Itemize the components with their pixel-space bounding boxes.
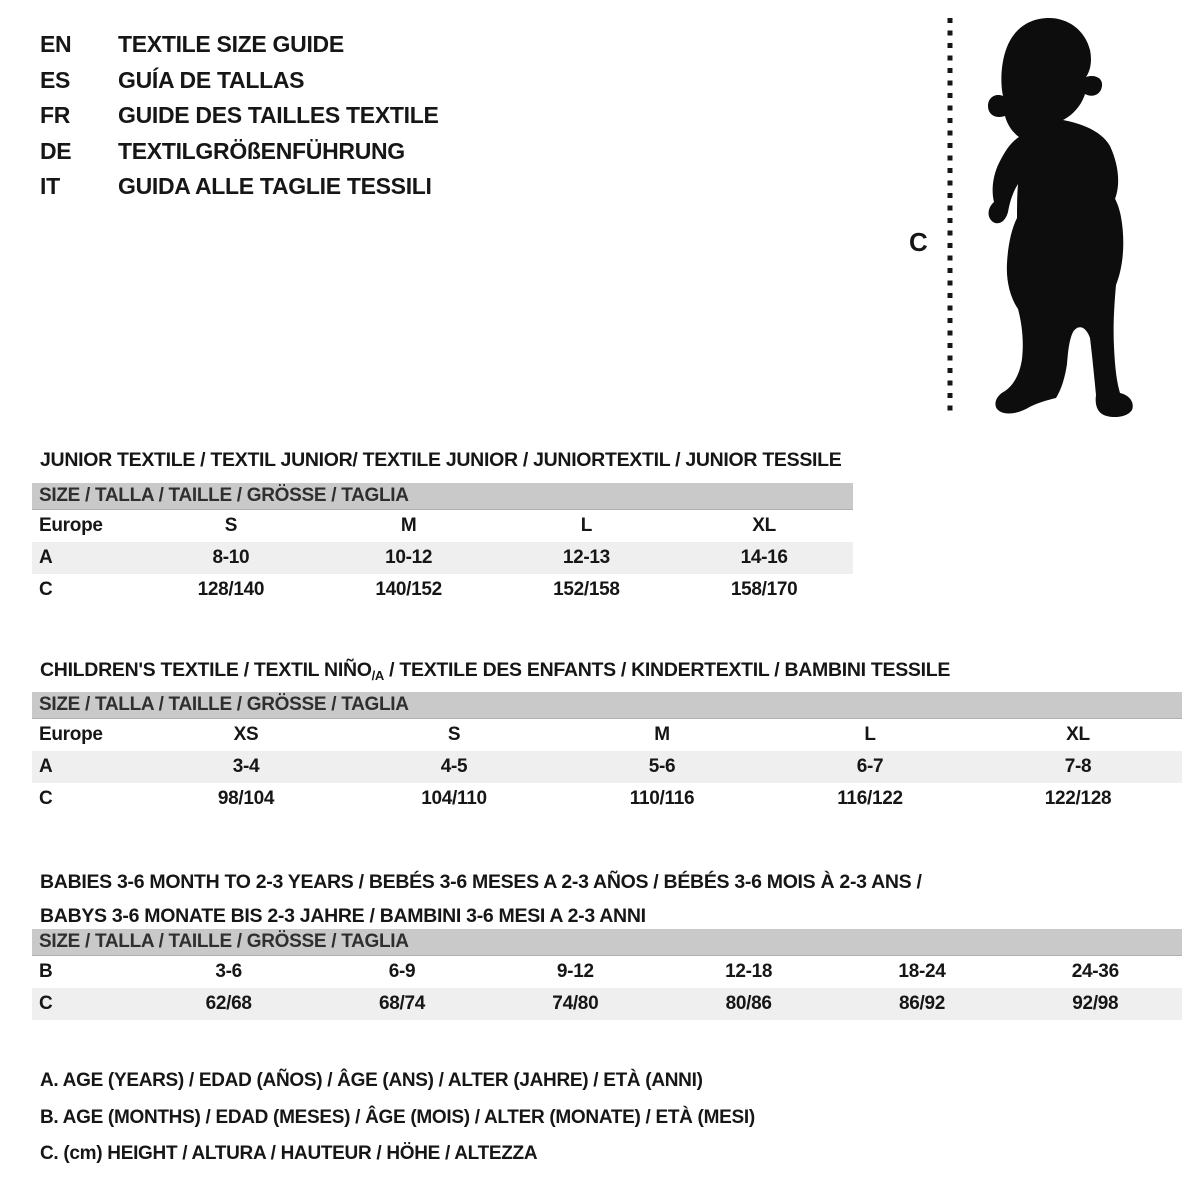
language-title-list bbox=[40, 27, 439, 205]
babies-section-title bbox=[40, 866, 922, 933]
row-label: C bbox=[39, 579, 53, 600]
months-cell: 9-12 bbox=[556, 961, 594, 982]
row-label: C bbox=[39, 993, 53, 1014]
age-cell: 6-7 bbox=[856, 756, 884, 777]
size-header-label: SIZE / TALLA / TAILLE / GRÖSSE / TAGLIA bbox=[39, 694, 409, 715]
months-cell: 3-6 bbox=[215, 961, 242, 982]
table-row-europe bbox=[32, 719, 1182, 751]
height-cell: 92/98 bbox=[1072, 993, 1119, 1014]
height-cell: 128/140 bbox=[197, 579, 265, 600]
size-header-bar bbox=[32, 483, 853, 510]
size-cell: S bbox=[447, 724, 461, 745]
lang-code: ES bbox=[40, 66, 71, 93]
months-cell: 24-36 bbox=[1071, 961, 1119, 982]
months-cell: 6-9 bbox=[388, 961, 416, 982]
age-cell: 3-4 bbox=[232, 756, 260, 777]
age-cell: 14-16 bbox=[740, 547, 788, 568]
height-cell: 140/152 bbox=[375, 579, 442, 600]
legend-line-b: B. AGE (MONTHS) / EDAD (MESES) / ÂGE (MOIS) / ALTER (MONATE) / ETÀ (MESI) bbox=[40, 1106, 755, 1128]
age-cell: 10-12 bbox=[385, 547, 433, 568]
size-cell: L bbox=[580, 515, 593, 536]
babies-size-table bbox=[32, 929, 1182, 1020]
size-cell: M bbox=[400, 515, 417, 536]
size-header-bar bbox=[32, 692, 1182, 719]
height-cell: 122/128 bbox=[1044, 788, 1112, 809]
height-label-c: C bbox=[909, 227, 928, 257]
size-cell: S bbox=[224, 515, 238, 536]
lang-row-en bbox=[40, 27, 439, 63]
size-header-label: SIZE / TALLA / TAILLE / GRÖSSE / TAGLIA bbox=[39, 931, 409, 952]
legend-line-c: C. (cm) HEIGHT / ALTURA / HAUTEUR / HÖHE / ALTEZZA bbox=[40, 1143, 538, 1164]
junior-section-title: JUNIOR TEXTILE / TEXTIL JUNIOR/ TEXTILE JUNIOR / JUNIORTEXTIL / JUNIOR TESSILE bbox=[40, 449, 842, 472]
babies-title-line2: BABYS 3-6 MONATE BIS 2-3 JAHRE / BAMBINI 3-6 MESI A 2-3 ANNI bbox=[40, 904, 646, 927]
babies-title-line1: BABIES 3-6 MONTH TO 2-3 YEARS / BEBÉS 3-6 MESES A 2-3 AÑOS / BÉBÉS 3-6 MOIS À 2-3 ANS / bbox=[40, 871, 922, 894]
months-cell: 18-24 bbox=[898, 961, 946, 982]
children-section-title bbox=[40, 659, 950, 683]
lang-code: IT bbox=[40, 173, 60, 200]
size-header-label: SIZE / TALLA / TAILLE / GRÖSSE / TAGLIA bbox=[39, 485, 409, 506]
children-title-post: / TEXTILE DES ENFANTS / KINDERTEXTIL / BAMBINI TESSILE bbox=[384, 659, 951, 682]
height-cell: 152/158 bbox=[553, 579, 620, 600]
guide-title-en: TEXTILE SIZE GUIDE bbox=[118, 31, 344, 58]
row-label: Europe bbox=[39, 515, 103, 536]
age-cell: 8-10 bbox=[212, 547, 250, 568]
table-row-height bbox=[32, 988, 1182, 1020]
age-cell: 12-13 bbox=[562, 547, 610, 568]
lang-row-fr bbox=[40, 98, 439, 134]
height-cell: 158/170 bbox=[730, 579, 798, 600]
height-cell: 110/116 bbox=[629, 788, 695, 809]
size-header-bar bbox=[32, 929, 1182, 956]
age-cell: 4-5 bbox=[440, 756, 468, 777]
height-cell: 62/68 bbox=[205, 993, 252, 1014]
legend-line-a: A. AGE (YEARS) / EDAD (AÑOS) / ÂGE (ANS) / ALTER (JAHRE) / ETÀ (ANNI) bbox=[40, 1070, 703, 1091]
guide-title-it: GUIDA ALLE TAGLIE TESSILI bbox=[118, 173, 432, 200]
height-cell: 116/122 bbox=[837, 788, 903, 809]
lang-row-es bbox=[40, 63, 439, 99]
table-row-europe bbox=[32, 510, 853, 542]
height-cell: 98/104 bbox=[217, 788, 275, 809]
height-cell: 68/74 bbox=[378, 993, 426, 1014]
lang-row-de bbox=[40, 134, 439, 170]
guide-title-fr: GUIDE DES TAILLES TEXTILE bbox=[118, 102, 439, 129]
size-cell: L bbox=[864, 724, 876, 745]
height-cell: 74/80 bbox=[552, 993, 599, 1014]
measurement-legend bbox=[40, 1063, 755, 1173]
height-cell: 80/86 bbox=[725, 993, 772, 1014]
row-label: C bbox=[39, 788, 53, 809]
size-cell: XL bbox=[1066, 724, 1090, 745]
junior-size-table bbox=[32, 483, 853, 606]
guide-title-es: GUÍA DE TALLAS bbox=[118, 66, 305, 93]
months-cell: 12-18 bbox=[725, 961, 773, 982]
lang-code: DE bbox=[40, 137, 72, 164]
toddler-silhouette bbox=[988, 18, 1133, 417]
children-size-table bbox=[32, 692, 1182, 815]
lang-code: EN bbox=[40, 31, 72, 58]
table-row-age bbox=[32, 542, 853, 574]
children-title-pre: CHILDREN'S TEXTILE / TEXTIL NIÑO bbox=[40, 659, 372, 682]
table-row-height bbox=[32, 783, 1182, 815]
guide-title-de: TEXTILGRÖßENFÜHRUNG bbox=[118, 137, 405, 164]
table-row-months bbox=[32, 956, 1182, 988]
table-row-height bbox=[32, 574, 853, 606]
height-measure-figure bbox=[895, 8, 1155, 428]
size-cell: XS bbox=[233, 724, 259, 745]
size-cell: M bbox=[654, 724, 670, 745]
size-cell: XL bbox=[752, 515, 776, 536]
height-cell: 86/92 bbox=[898, 993, 945, 1014]
age-cell: 5-6 bbox=[648, 756, 676, 777]
lang-code: FR bbox=[40, 102, 71, 129]
figure-svg bbox=[895, 8, 1155, 428]
row-label: B bbox=[39, 961, 53, 982]
lang-row-it bbox=[40, 169, 439, 205]
row-label: Europe bbox=[39, 724, 103, 745]
height-cell: 104/110 bbox=[421, 788, 487, 809]
children-title-subscript: /A bbox=[371, 668, 385, 684]
row-label: A bbox=[39, 756, 53, 777]
table-row-age bbox=[32, 751, 1182, 783]
age-cell: 7-8 bbox=[1064, 756, 1092, 777]
row-label: A bbox=[39, 547, 53, 568]
